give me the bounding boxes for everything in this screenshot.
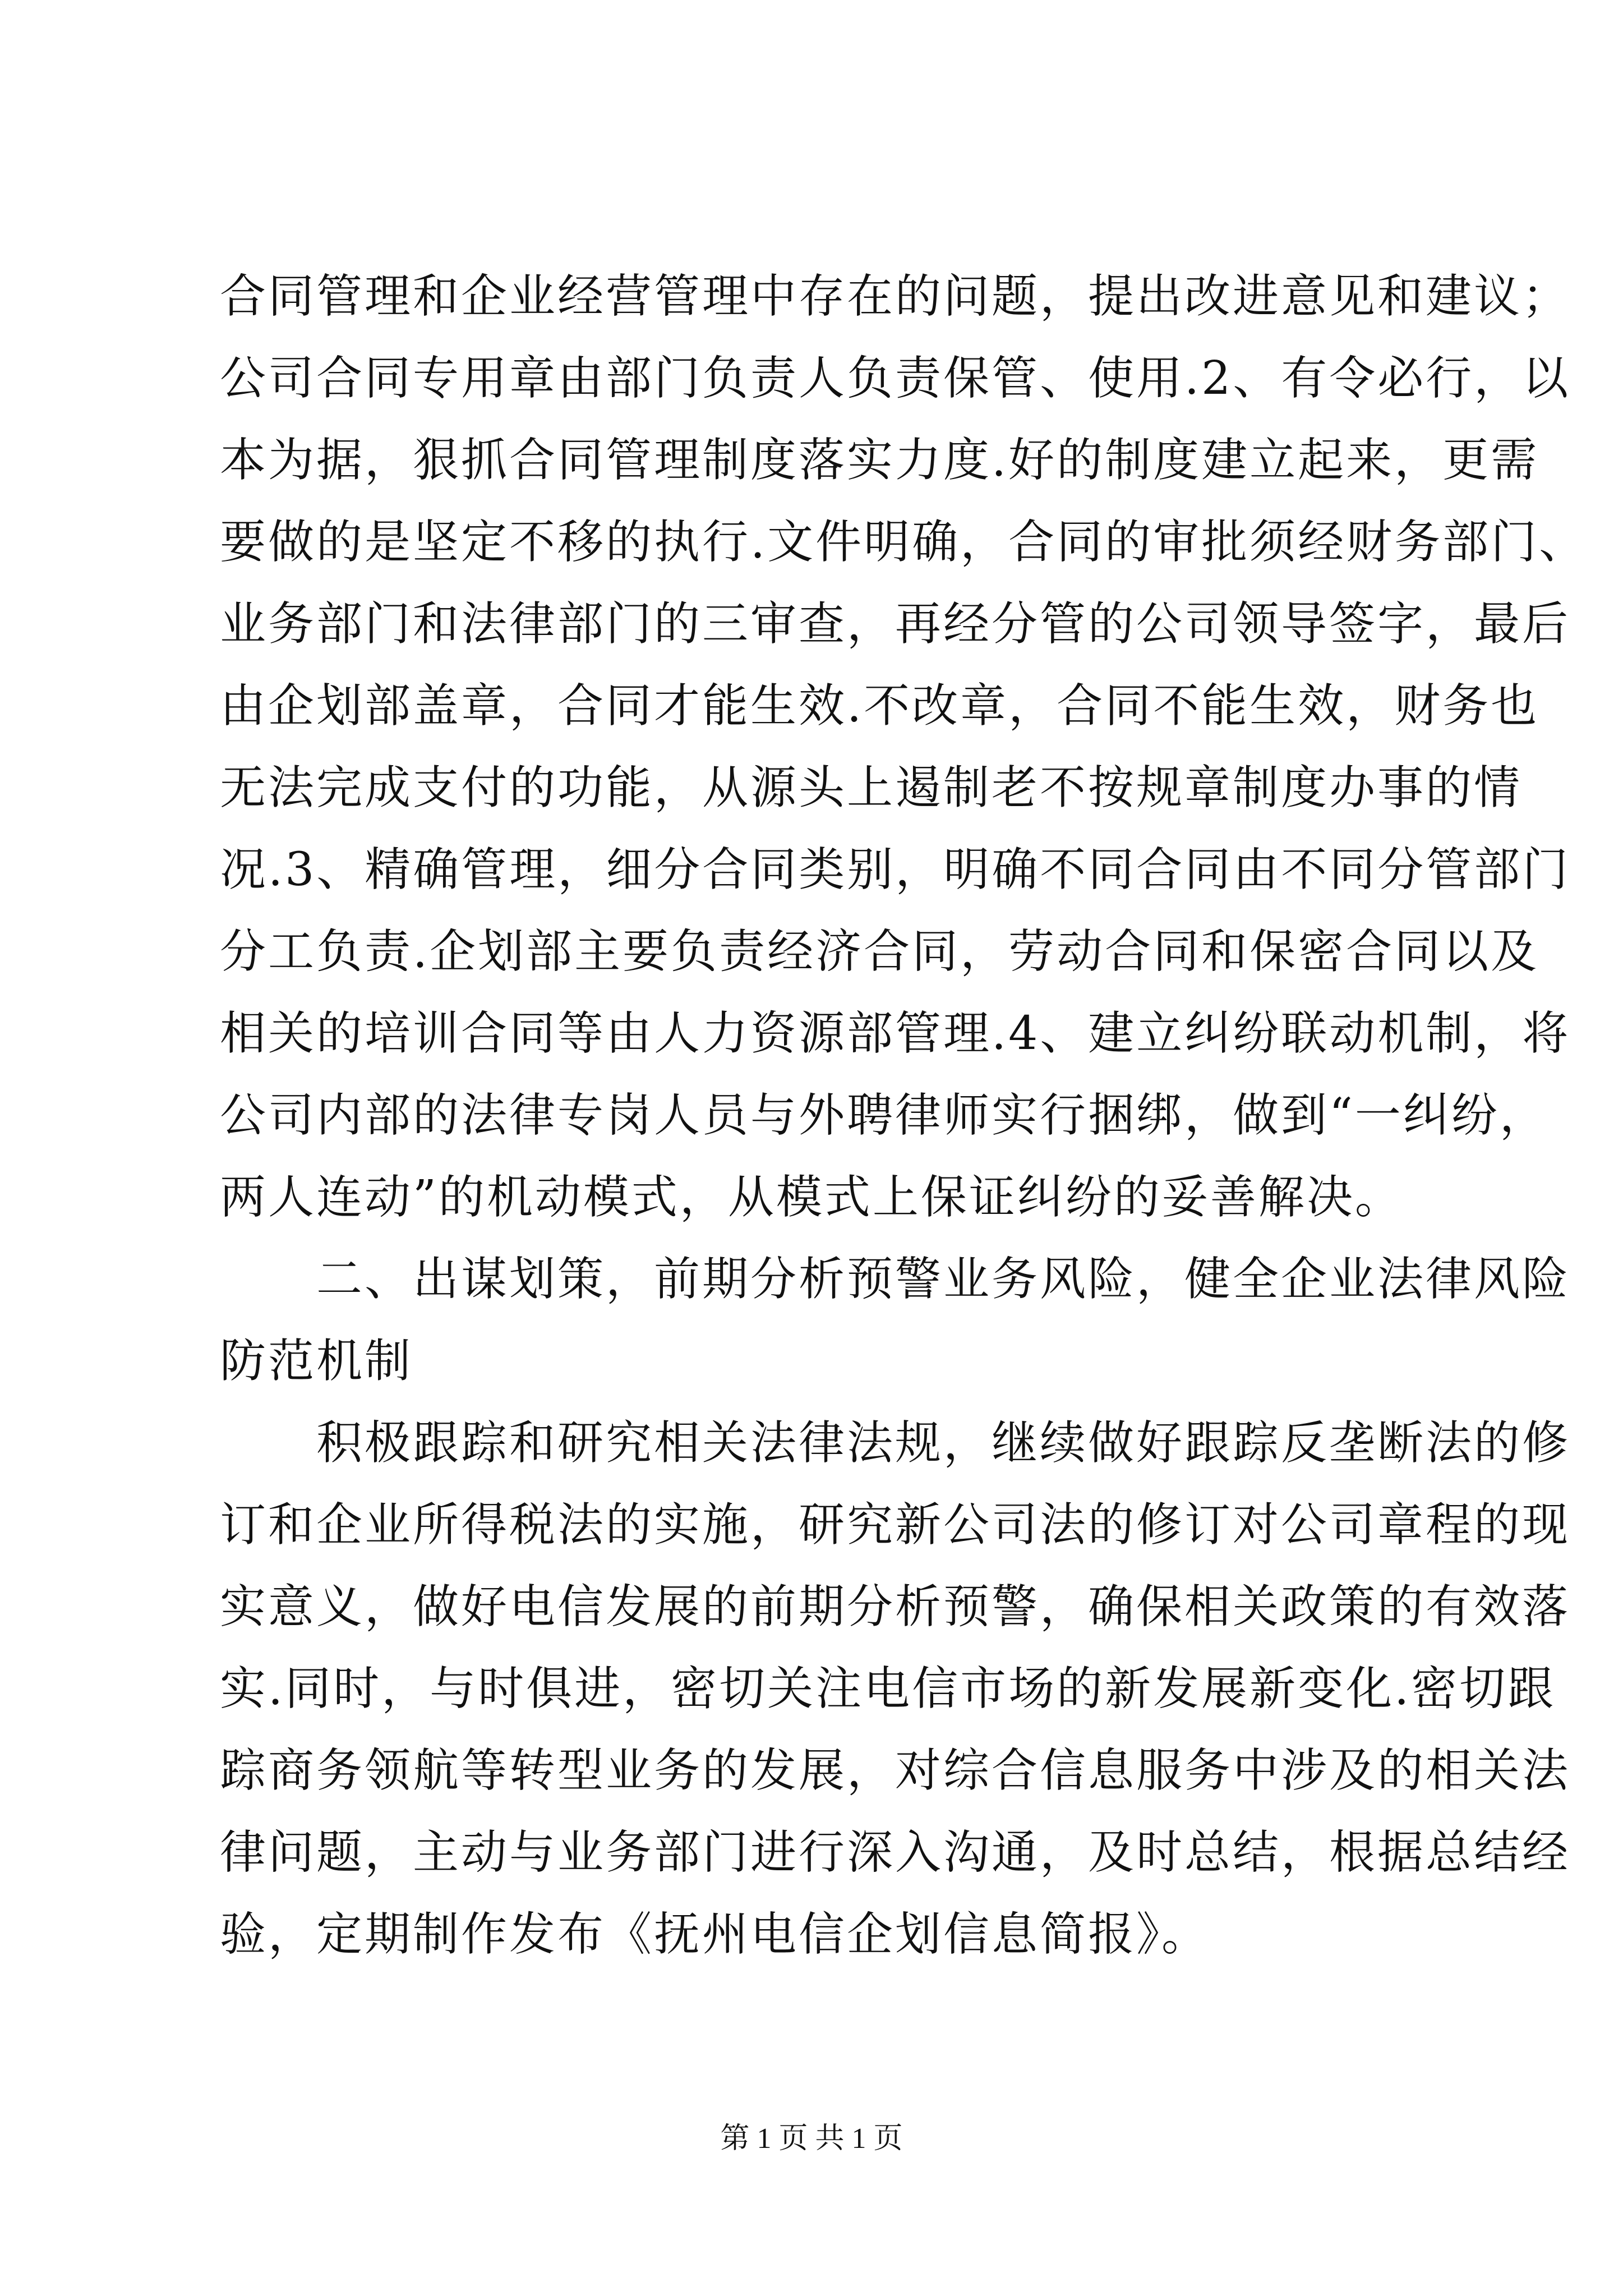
page-number-footer: 第 1 页 共 1 页 <box>720 2123 903 2155</box>
paragraph-1-line: 合同管理和企业经营管理中存在的问题，提出改进意见和建议； <box>220 270 1571 323</box>
paragraph-1-line: 本为据，狠抓合同管理制度落实力度.好的制度建立起来，更需 <box>220 434 1539 487</box>
paragraph-2-line: 验，定期制作发布《抚州电信企划信息简报》。 <box>220 1908 1210 1961</box>
paragraph-1-line: 公司合同专用章由部门负责人负责保管、使用.2、有令必行，以 <box>220 352 1571 405</box>
paragraph-1-line: 相关的培训合同等由人力资源部管理.4、建立纠纷联动机制，将 <box>220 1007 1571 1060</box>
paragraph-1-line: 分工负责.企划部主要负责经济合同，劳动合同和保密合同以及 <box>220 925 1539 978</box>
paragraph-1-line: 要做的是坚定不移的执行.文件明确，合同的审批须经财务部门、 <box>220 516 1588 569</box>
paragraph-2-line: 积极跟踪和研究相关法律法规，继续做好跟踪反垄断法的修 <box>316 1416 1571 1470</box>
paragraph-2-line: 踪商务领航等转型业务的发展，对综合信息服务中涉及的相关法 <box>220 1744 1571 1797</box>
paragraph-1-line: 况.3、精确管理，细分合同类别，明确不同合同由不同分管部门 <box>220 843 1571 896</box>
paragraph-2-line: 订和企业所得税法的实施，研究新公司法的修订对公司章程的现 <box>220 1498 1571 1552</box>
document-body <box>220 256 1588 1976</box>
paragraph-1-line: 由企划部盖章，合同才能生效.不改章，合同不能生效，财务也 <box>220 679 1539 733</box>
section-heading-line: 防范机制 <box>220 1335 413 1388</box>
paragraph-1-line: 业务部门和法律部门的三审查，再经分管的公司领导签字，最后 <box>220 597 1571 651</box>
paragraph-1-line: 无法完成支付的功能，从源头上遏制老不按规章制度办事的情 <box>220 761 1523 815</box>
paragraph-2-line: 实.同时，与时俱进，密切关注电信市场的新发展新变化.密切跟 <box>220 1662 1556 1715</box>
paragraph-2-line: 律问题，主动与业务部门进行深入沟通，及时总结，根据总结经 <box>220 1826 1571 1879</box>
section-heading-line: 二、出谋划策，前期分析预警业务风险，健全企业法律风险 <box>316 1253 1571 1306</box>
paragraph-1-line: 两人连动”的机动模式，从模式上保证纠纷的妥善解决。 <box>220 1171 1403 1224</box>
paragraph-2-line: 实意义，做好电信发展的前期分析预警，确保相关政策的有效落 <box>220 1580 1571 1634</box>
paragraph-1-line: 公司内部的法律专岗人员与外聘律师实行捆绑，做到“一纠纷， <box>220 1089 1548 1142</box>
